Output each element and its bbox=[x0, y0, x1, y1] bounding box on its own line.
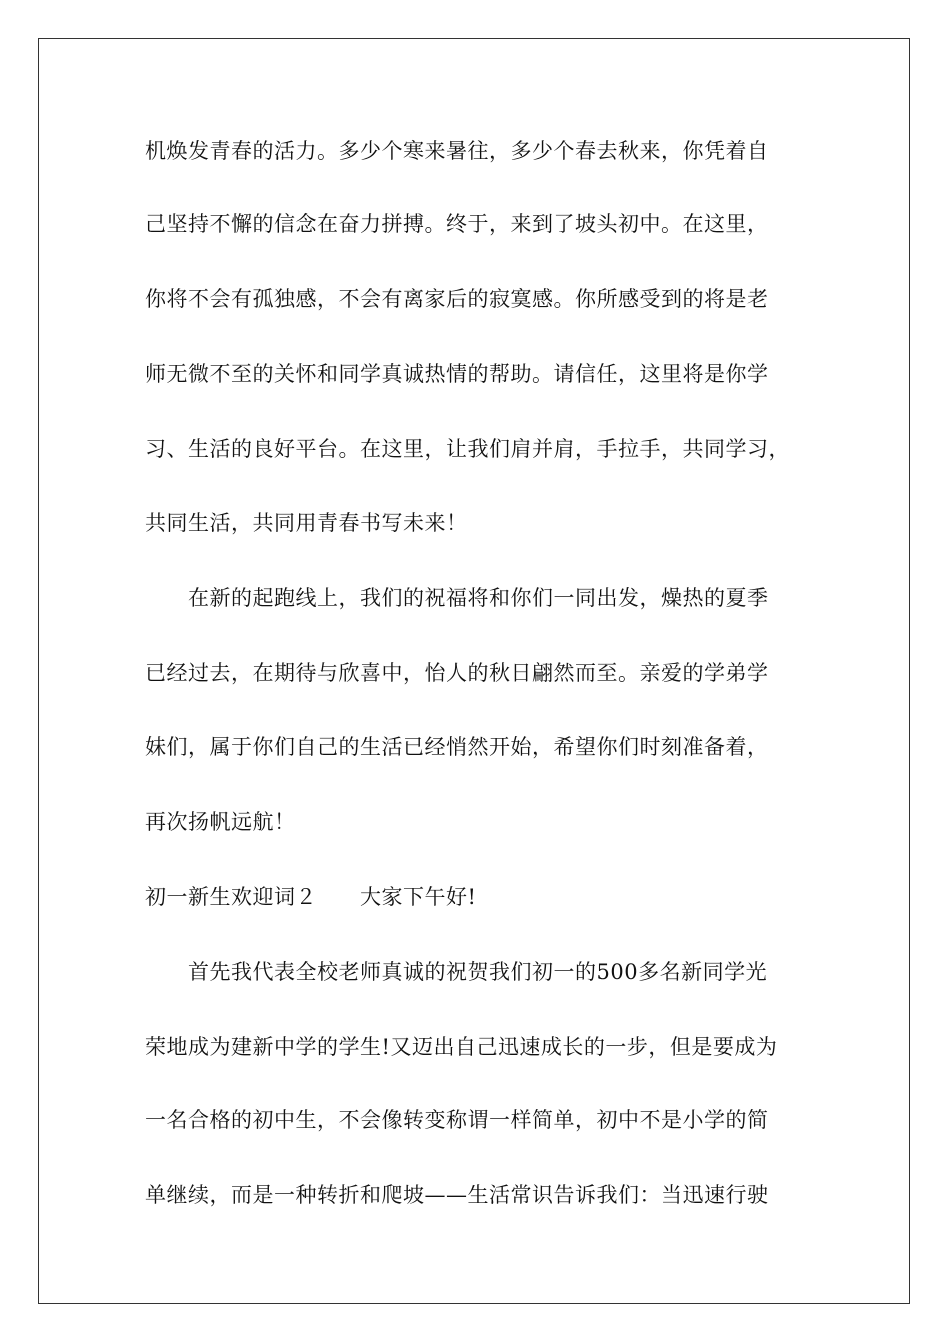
body-line-9: 妹们，属于你们自己的生活已经悄然开始，希望你们时刻准备着， bbox=[145, 735, 769, 759]
body-line-4: 师无微不至的关怀和同学真诚热情的帮助。请信任，这里将是你学 bbox=[145, 362, 769, 386]
body-line-8: 已经过去，在期待与欣喜中，怡人的秋日翩然而至。亲爱的学弟学 bbox=[145, 661, 769, 685]
body-line-5: 习、生活的良好平台。在这里，让我们肩并肩，手拉手，共同学习， bbox=[145, 437, 790, 461]
section-heading: 初一新生欢迎词２ 大家下午好! bbox=[145, 885, 477, 909]
body-line-2: 己坚持不懈的信念在奋力拼搏。终于，来到了坡头初中。在这里， bbox=[145, 212, 769, 236]
body-line-7: 在新的起跑线上，我们的祝福将和你们一同出发，燥热的夏季 bbox=[188, 586, 769, 610]
body-line-13: 荣地成为建新中学的学生!又迈出自己迅速成长的一步，但是要成为 bbox=[145, 1035, 778, 1059]
body-line-15: 单继续，而是一种转折和爬坡——生活常识告诉我们：当迅速行驶 bbox=[145, 1183, 769, 1207]
body-line-12: 首先我代表全校老师真诚的祝贺我们初一的500多名新同学光 bbox=[188, 960, 768, 984]
body-line-6: 共同生活，共同用青春书写未来！ bbox=[145, 511, 468, 535]
body-line-14: 一名合格的初中生，不会像转变称谓一样简单，初中不是小学的简 bbox=[145, 1108, 769, 1132]
body-line-1: 机焕发青春的活力。多少个寒来暑往，多少个春去秋来，你凭着自 bbox=[145, 139, 769, 163]
body-line-3: 你将不会有孤独感，不会有离家后的寂寞感。你所感受到的将是老 bbox=[145, 287, 769, 311]
body-line-10: 再次扬帆远航！ bbox=[145, 810, 296, 834]
